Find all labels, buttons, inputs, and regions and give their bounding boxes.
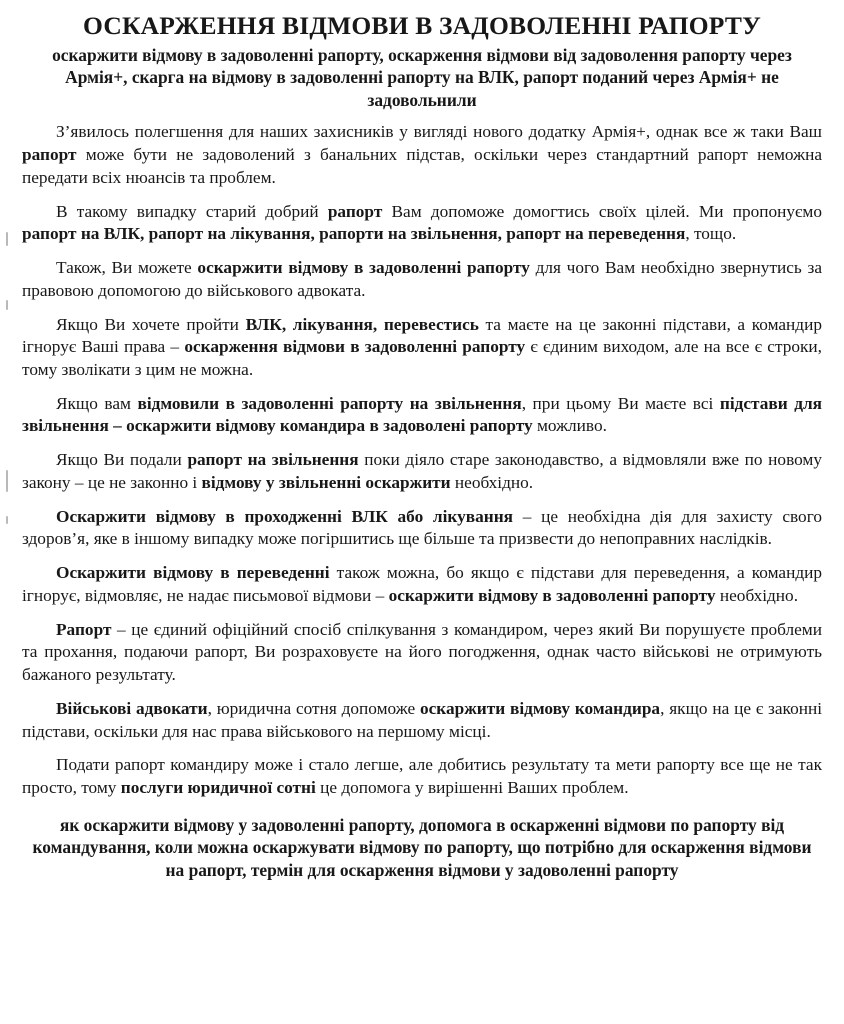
paragraph <box>22 257 822 302</box>
body-text: Також, Ви можете <box>56 258 198 278</box>
body-text: є єдиним виходом, але на все є строки, тому зволікати з цим не можна. <box>22 337 822 380</box>
emphasis-text: послуги юридичної сотні <box>120 778 316 798</box>
body-text: Подати рапорт командиру може і стало легше, але добитись результату та мети рапорту все ще не так просто, тому <box>22 755 822 798</box>
body-text: , юридична сотня допоможе <box>207 698 420 718</box>
emphasis-text: оскаржити відмову в задоволенні рапорту <box>197 258 530 278</box>
paragraph <box>22 314 822 382</box>
paragraph <box>22 393 822 438</box>
body-text: також можна, бо якщо є підстави для переведення, а командир ігнорує, відмовляє, не надає письмової відмови – <box>22 563 823 605</box>
body-text: поки діяло старе законодавство, а відмовляли вже по новому закону – це не законно і <box>22 450 822 492</box>
paragraph <box>22 506 822 551</box>
paragraph <box>22 121 822 189</box>
body-text: З’явилось полегшення для наших захисників у вигляді нового додатку Армія+, однак все ж таки Ваш <box>56 122 822 142</box>
body-text: Якщо Ви подали <box>56 450 188 470</box>
body-text: , при цьому Ви маєте всі <box>521 393 720 413</box>
body-text: , тощо. <box>685 224 737 244</box>
emphasis-text: підстави для звільнення – оскаржити відмову командира в задоволені рапорту <box>22 393 822 436</box>
body-text: необхідно. <box>450 472 534 492</box>
paragraph <box>22 449 822 494</box>
emphasis-text: Оскаржити відмову в переведенні <box>56 563 330 583</box>
body-text: це допомога у вирішенні Ваших проблем. <box>315 778 629 798</box>
scan-edge-marks <box>6 0 16 1024</box>
emphasis-text: відмовили в задоволенні рапорту на звільнення <box>137 393 522 413</box>
emphasis-text: рапорт <box>22 145 77 165</box>
emphasis-text: рапорт на ВЛК, рапорт на лікування, рапорти на звільнення, рапорт на переведення <box>22 224 686 244</box>
paragraph <box>22 698 822 743</box>
body-text: – це необхідна дія для захисту свого здоров’я, яке в іншому випадку може погіршитись ще більше та призвести до непоправних наслідків. <box>22 506 822 549</box>
paragraph <box>22 562 822 607</box>
body-text: , якщо на це є законні підстави, оскільки для нас права військового на першому місці. <box>22 698 823 741</box>
emphasis-text: рапорт <box>327 201 383 221</box>
body-text: може бути не задоволений з банальних підстав, оскільки через стандартний рапорт неможна передати всіх нюансів та проблем. <box>22 145 822 187</box>
body-text: В такому випадку старий добрий <box>56 201 328 221</box>
paragraph <box>22 754 822 799</box>
emphasis-text: Рапорт <box>56 619 112 639</box>
paragraph <box>22 201 822 246</box>
body-text: необхідно. <box>715 585 799 605</box>
paragraph <box>22 619 822 687</box>
body-text: можливо. <box>532 416 607 436</box>
emphasis-text: оскаржити відмову в задоволенні рапорту <box>388 585 716 605</box>
footer-keywords: як оскаржити відмову у задоволенні рапорту, допомога в оскарженні відмови по рапорту від командування, коли можна оскаржувати відмову по рапорту, що потрібно для оскарження відмови на рапорт, термін для оскарження відмови у задоволенні рапорту <box>32 814 812 881</box>
body-text: Якщо Ви хочете пройти <box>56 314 246 334</box>
emphasis-text: оскарження відмови в задоволенні рапорту <box>184 337 526 357</box>
document-body <box>22 121 822 799</box>
body-text: – це єдиний офіційний спосіб спілкування з командиром, через який Ви порушуєте проблеми та прохання, подаючи рапорт, Ви розраховуєте на його погодження, однак часто військові не отримують бажаного результату. <box>22 619 822 685</box>
body-text: для чого Вам необхідно звернутись за правовою допомогою до військового адвоката. <box>22 258 822 300</box>
body-text: Вам допоможе домогтись своїх цілей. Ми пропонуємо <box>382 201 823 221</box>
emphasis-text: Оскаржити відмову в проходженні ВЛК або лікування <box>56 506 514 526</box>
page-title: ОСКАРЖЕННЯ ВІДМОВИ В ЗАДОВОЛЕННІ РАПОРТУ <box>83 11 761 40</box>
body-text: та маєте на це законні підстави, а командир ігнорує Ваші права – <box>22 314 822 357</box>
emphasis-text: оскаржити відмову командира <box>419 698 661 718</box>
emphasis-text: рапорт на звільнення <box>187 450 359 470</box>
lead-keywords: оскаржити відмову в задоволенні рапорту, оскарження відмови від задоволення рапорту через Армія+, скарга на відмову в задоволенні рапорту на ВЛК, рапорт поданий через Армія+ не задовольнили <box>52 44 792 110</box>
emphasis-text: Військові адвокати <box>56 698 208 718</box>
emphasis-text: відмову у звільненні оскаржити <box>201 472 451 492</box>
emphasis-text: ВЛК, лікування, перевестись <box>245 314 479 334</box>
body-text: Якщо вам <box>56 393 138 413</box>
